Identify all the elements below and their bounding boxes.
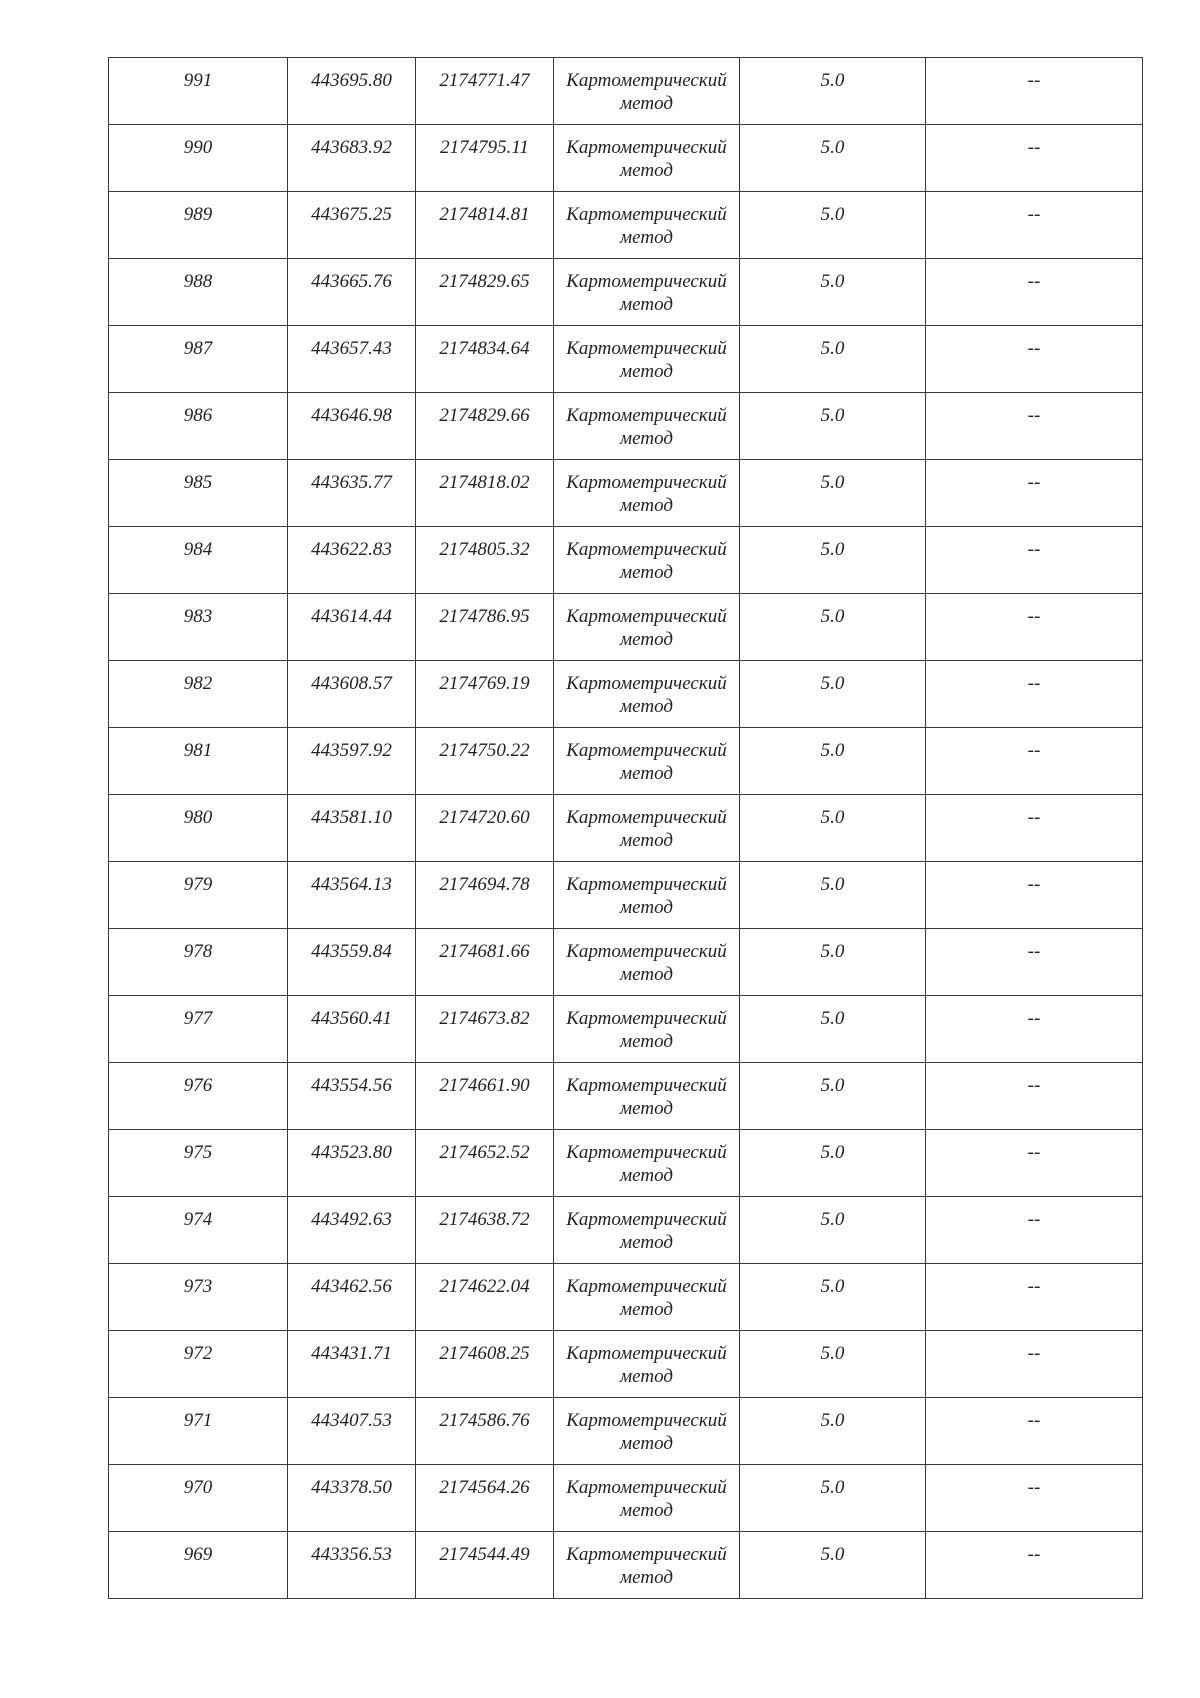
x-coordinate-cell: 443675.25: [288, 192, 416, 259]
point-number-cell: 987: [109, 326, 288, 393]
table-row: [109, 460, 1143, 527]
note-cell: --: [926, 125, 1143, 192]
point-number-cell: 981: [109, 728, 288, 795]
accuracy-cell: 5.0: [740, 527, 926, 594]
note-cell: --: [926, 259, 1143, 326]
point-number-cell: 974: [109, 1197, 288, 1264]
accuracy-cell: 5.0: [740, 795, 926, 862]
accuracy-cell: 5.0: [740, 728, 926, 795]
note-cell: --: [926, 1331, 1143, 1398]
y-coordinate-cell: 2174834.64: [416, 326, 554, 393]
note-cell: --: [926, 1532, 1143, 1599]
y-coordinate-cell: 2174814.81: [416, 192, 554, 259]
point-number-cell: 983: [109, 594, 288, 661]
table-row: [109, 1197, 1143, 1264]
point-number-cell: 991: [109, 58, 288, 125]
method-cell: Картометрический метод: [554, 460, 740, 527]
table-row: [109, 795, 1143, 862]
point-number-cell: 989: [109, 192, 288, 259]
y-coordinate-cell: 2174829.65: [416, 259, 554, 326]
note-cell: --: [926, 527, 1143, 594]
method-cell: Картометрический метод: [554, 393, 740, 460]
y-coordinate-cell: 2174829.66: [416, 393, 554, 460]
note-cell: --: [926, 1264, 1143, 1331]
x-coordinate-cell: 443635.77: [288, 460, 416, 527]
table-row: [109, 58, 1143, 125]
point-number-cell: 980: [109, 795, 288, 862]
note-cell: --: [926, 1063, 1143, 1130]
accuracy-cell: 5.0: [740, 326, 926, 393]
point-number-cell: 982: [109, 661, 288, 728]
table-row: [109, 259, 1143, 326]
accuracy-cell: 5.0: [740, 661, 926, 728]
y-coordinate-cell: 2174608.25: [416, 1331, 554, 1398]
method-cell: Картометрический метод: [554, 661, 740, 728]
note-cell: --: [926, 1398, 1143, 1465]
point-number-cell: 988: [109, 259, 288, 326]
method-cell: Картометрический метод: [554, 58, 740, 125]
point-number-cell: 970: [109, 1465, 288, 1532]
note-cell: --: [926, 58, 1143, 125]
accuracy-cell: 5.0: [740, 594, 926, 661]
table-row: [109, 1465, 1143, 1532]
table-row: [109, 1130, 1143, 1197]
method-cell: Картометрический метод: [554, 1398, 740, 1465]
x-coordinate-cell: 443665.76: [288, 259, 416, 326]
table-row: [109, 1532, 1143, 1599]
table-row: [109, 1063, 1143, 1130]
point-number-cell: 973: [109, 1264, 288, 1331]
accuracy-cell: 5.0: [740, 996, 926, 1063]
point-number-cell: 975: [109, 1130, 288, 1197]
note-cell: --: [926, 460, 1143, 527]
y-coordinate-cell: 2174818.02: [416, 460, 554, 527]
table-row: [109, 326, 1143, 393]
y-coordinate-cell: 2174544.49: [416, 1532, 554, 1599]
coordinates-table: [108, 57, 1143, 1599]
accuracy-cell: 5.0: [740, 58, 926, 125]
x-coordinate-cell: 443657.43: [288, 326, 416, 393]
x-coordinate-cell: 443614.44: [288, 594, 416, 661]
y-coordinate-cell: 2174795.11: [416, 125, 554, 192]
x-coordinate-cell: 443431.71: [288, 1331, 416, 1398]
x-coordinate-cell: 443407.53: [288, 1398, 416, 1465]
x-coordinate-cell: 443462.56: [288, 1264, 416, 1331]
x-coordinate-cell: 443608.57: [288, 661, 416, 728]
y-coordinate-cell: 2174564.26: [416, 1465, 554, 1532]
table-row: [109, 125, 1143, 192]
y-coordinate-cell: 2174681.66: [416, 929, 554, 996]
accuracy-cell: 5.0: [740, 1197, 926, 1264]
point-number-cell: 979: [109, 862, 288, 929]
note-cell: --: [926, 862, 1143, 929]
y-coordinate-cell: 2174622.04: [416, 1264, 554, 1331]
y-coordinate-cell: 2174720.60: [416, 795, 554, 862]
accuracy-cell: 5.0: [740, 1465, 926, 1532]
x-coordinate-cell: 443492.63: [288, 1197, 416, 1264]
x-coordinate-cell: 443695.80: [288, 58, 416, 125]
method-cell: Картометрический метод: [554, 125, 740, 192]
x-coordinate-cell: 443560.41: [288, 996, 416, 1063]
y-coordinate-cell: 2174673.82: [416, 996, 554, 1063]
note-cell: --: [926, 1465, 1143, 1532]
x-coordinate-cell: 443683.92: [288, 125, 416, 192]
point-number-cell: 986: [109, 393, 288, 460]
point-number-cell: 971: [109, 1398, 288, 1465]
method-cell: Картометрический метод: [554, 192, 740, 259]
point-number-cell: 984: [109, 527, 288, 594]
table-row: [109, 862, 1143, 929]
table-row: [109, 594, 1143, 661]
note-cell: --: [926, 326, 1143, 393]
note-cell: --: [926, 393, 1143, 460]
x-coordinate-cell: 443564.13: [288, 862, 416, 929]
note-cell: --: [926, 594, 1143, 661]
y-coordinate-cell: 2174805.32: [416, 527, 554, 594]
table-row: [109, 728, 1143, 795]
accuracy-cell: 5.0: [740, 1264, 926, 1331]
table-row: [109, 393, 1143, 460]
y-coordinate-cell: 2174694.78: [416, 862, 554, 929]
method-cell: Картометрический метод: [554, 326, 740, 393]
accuracy-cell: 5.0: [740, 1063, 926, 1130]
table-row: [109, 1331, 1143, 1398]
accuracy-cell: 5.0: [740, 192, 926, 259]
x-coordinate-cell: 443597.92: [288, 728, 416, 795]
y-coordinate-cell: 2174750.22: [416, 728, 554, 795]
method-cell: Картометрический метод: [554, 996, 740, 1063]
method-cell: Картометрический метод: [554, 594, 740, 661]
accuracy-cell: 5.0: [740, 1331, 926, 1398]
x-coordinate-cell: 443378.50: [288, 1465, 416, 1532]
accuracy-cell: 5.0: [740, 1532, 926, 1599]
accuracy-cell: 5.0: [740, 259, 926, 326]
note-cell: --: [926, 1130, 1143, 1197]
table-row: [109, 929, 1143, 996]
point-number-cell: 977: [109, 996, 288, 1063]
y-coordinate-cell: 2174652.52: [416, 1130, 554, 1197]
coordinates-table-body: [109, 58, 1143, 1599]
table-row: [109, 527, 1143, 594]
point-number-cell: 985: [109, 460, 288, 527]
method-cell: Картометрический метод: [554, 1130, 740, 1197]
point-number-cell: 978: [109, 929, 288, 996]
table-row: [109, 661, 1143, 728]
note-cell: --: [926, 1197, 1143, 1264]
method-cell: Картометрический метод: [554, 795, 740, 862]
method-cell: Картометрический метод: [554, 527, 740, 594]
note-cell: --: [926, 929, 1143, 996]
method-cell: Картометрический метод: [554, 862, 740, 929]
x-coordinate-cell: 443356.53: [288, 1532, 416, 1599]
note-cell: --: [926, 996, 1143, 1063]
accuracy-cell: 5.0: [740, 1130, 926, 1197]
accuracy-cell: 5.0: [740, 125, 926, 192]
method-cell: Картометрический метод: [554, 1465, 740, 1532]
method-cell: Картометрический метод: [554, 1532, 740, 1599]
method-cell: Картометрический метод: [554, 728, 740, 795]
table-row: [109, 192, 1143, 259]
method-cell: Картометрический метод: [554, 259, 740, 326]
method-cell: Картометрический метод: [554, 929, 740, 996]
method-cell: Картометрический метод: [554, 1197, 740, 1264]
note-cell: --: [926, 795, 1143, 862]
method-cell: Картометрический метод: [554, 1063, 740, 1130]
y-coordinate-cell: 2174661.90: [416, 1063, 554, 1130]
point-number-cell: 990: [109, 125, 288, 192]
accuracy-cell: 5.0: [740, 460, 926, 527]
note-cell: --: [926, 192, 1143, 259]
y-coordinate-cell: 2174786.95: [416, 594, 554, 661]
x-coordinate-cell: 443554.56: [288, 1063, 416, 1130]
x-coordinate-cell: 443523.80: [288, 1130, 416, 1197]
x-coordinate-cell: 443646.98: [288, 393, 416, 460]
table-row: [109, 1264, 1143, 1331]
y-coordinate-cell: 2174586.76: [416, 1398, 554, 1465]
table-row: [109, 1398, 1143, 1465]
note-cell: --: [926, 661, 1143, 728]
y-coordinate-cell: 2174771.47: [416, 58, 554, 125]
x-coordinate-cell: 443622.83: [288, 527, 416, 594]
y-coordinate-cell: 2174769.19: [416, 661, 554, 728]
note-cell: --: [926, 728, 1143, 795]
accuracy-cell: 5.0: [740, 393, 926, 460]
method-cell: Картометрический метод: [554, 1264, 740, 1331]
method-cell: Картометрический метод: [554, 1331, 740, 1398]
table-row: [109, 996, 1143, 1063]
point-number-cell: 976: [109, 1063, 288, 1130]
point-number-cell: 969: [109, 1532, 288, 1599]
x-coordinate-cell: 443581.10: [288, 795, 416, 862]
accuracy-cell: 5.0: [740, 862, 926, 929]
accuracy-cell: 5.0: [740, 1398, 926, 1465]
point-number-cell: 972: [109, 1331, 288, 1398]
x-coordinate-cell: 443559.84: [288, 929, 416, 996]
accuracy-cell: 5.0: [740, 929, 926, 996]
y-coordinate-cell: 2174638.72: [416, 1197, 554, 1264]
